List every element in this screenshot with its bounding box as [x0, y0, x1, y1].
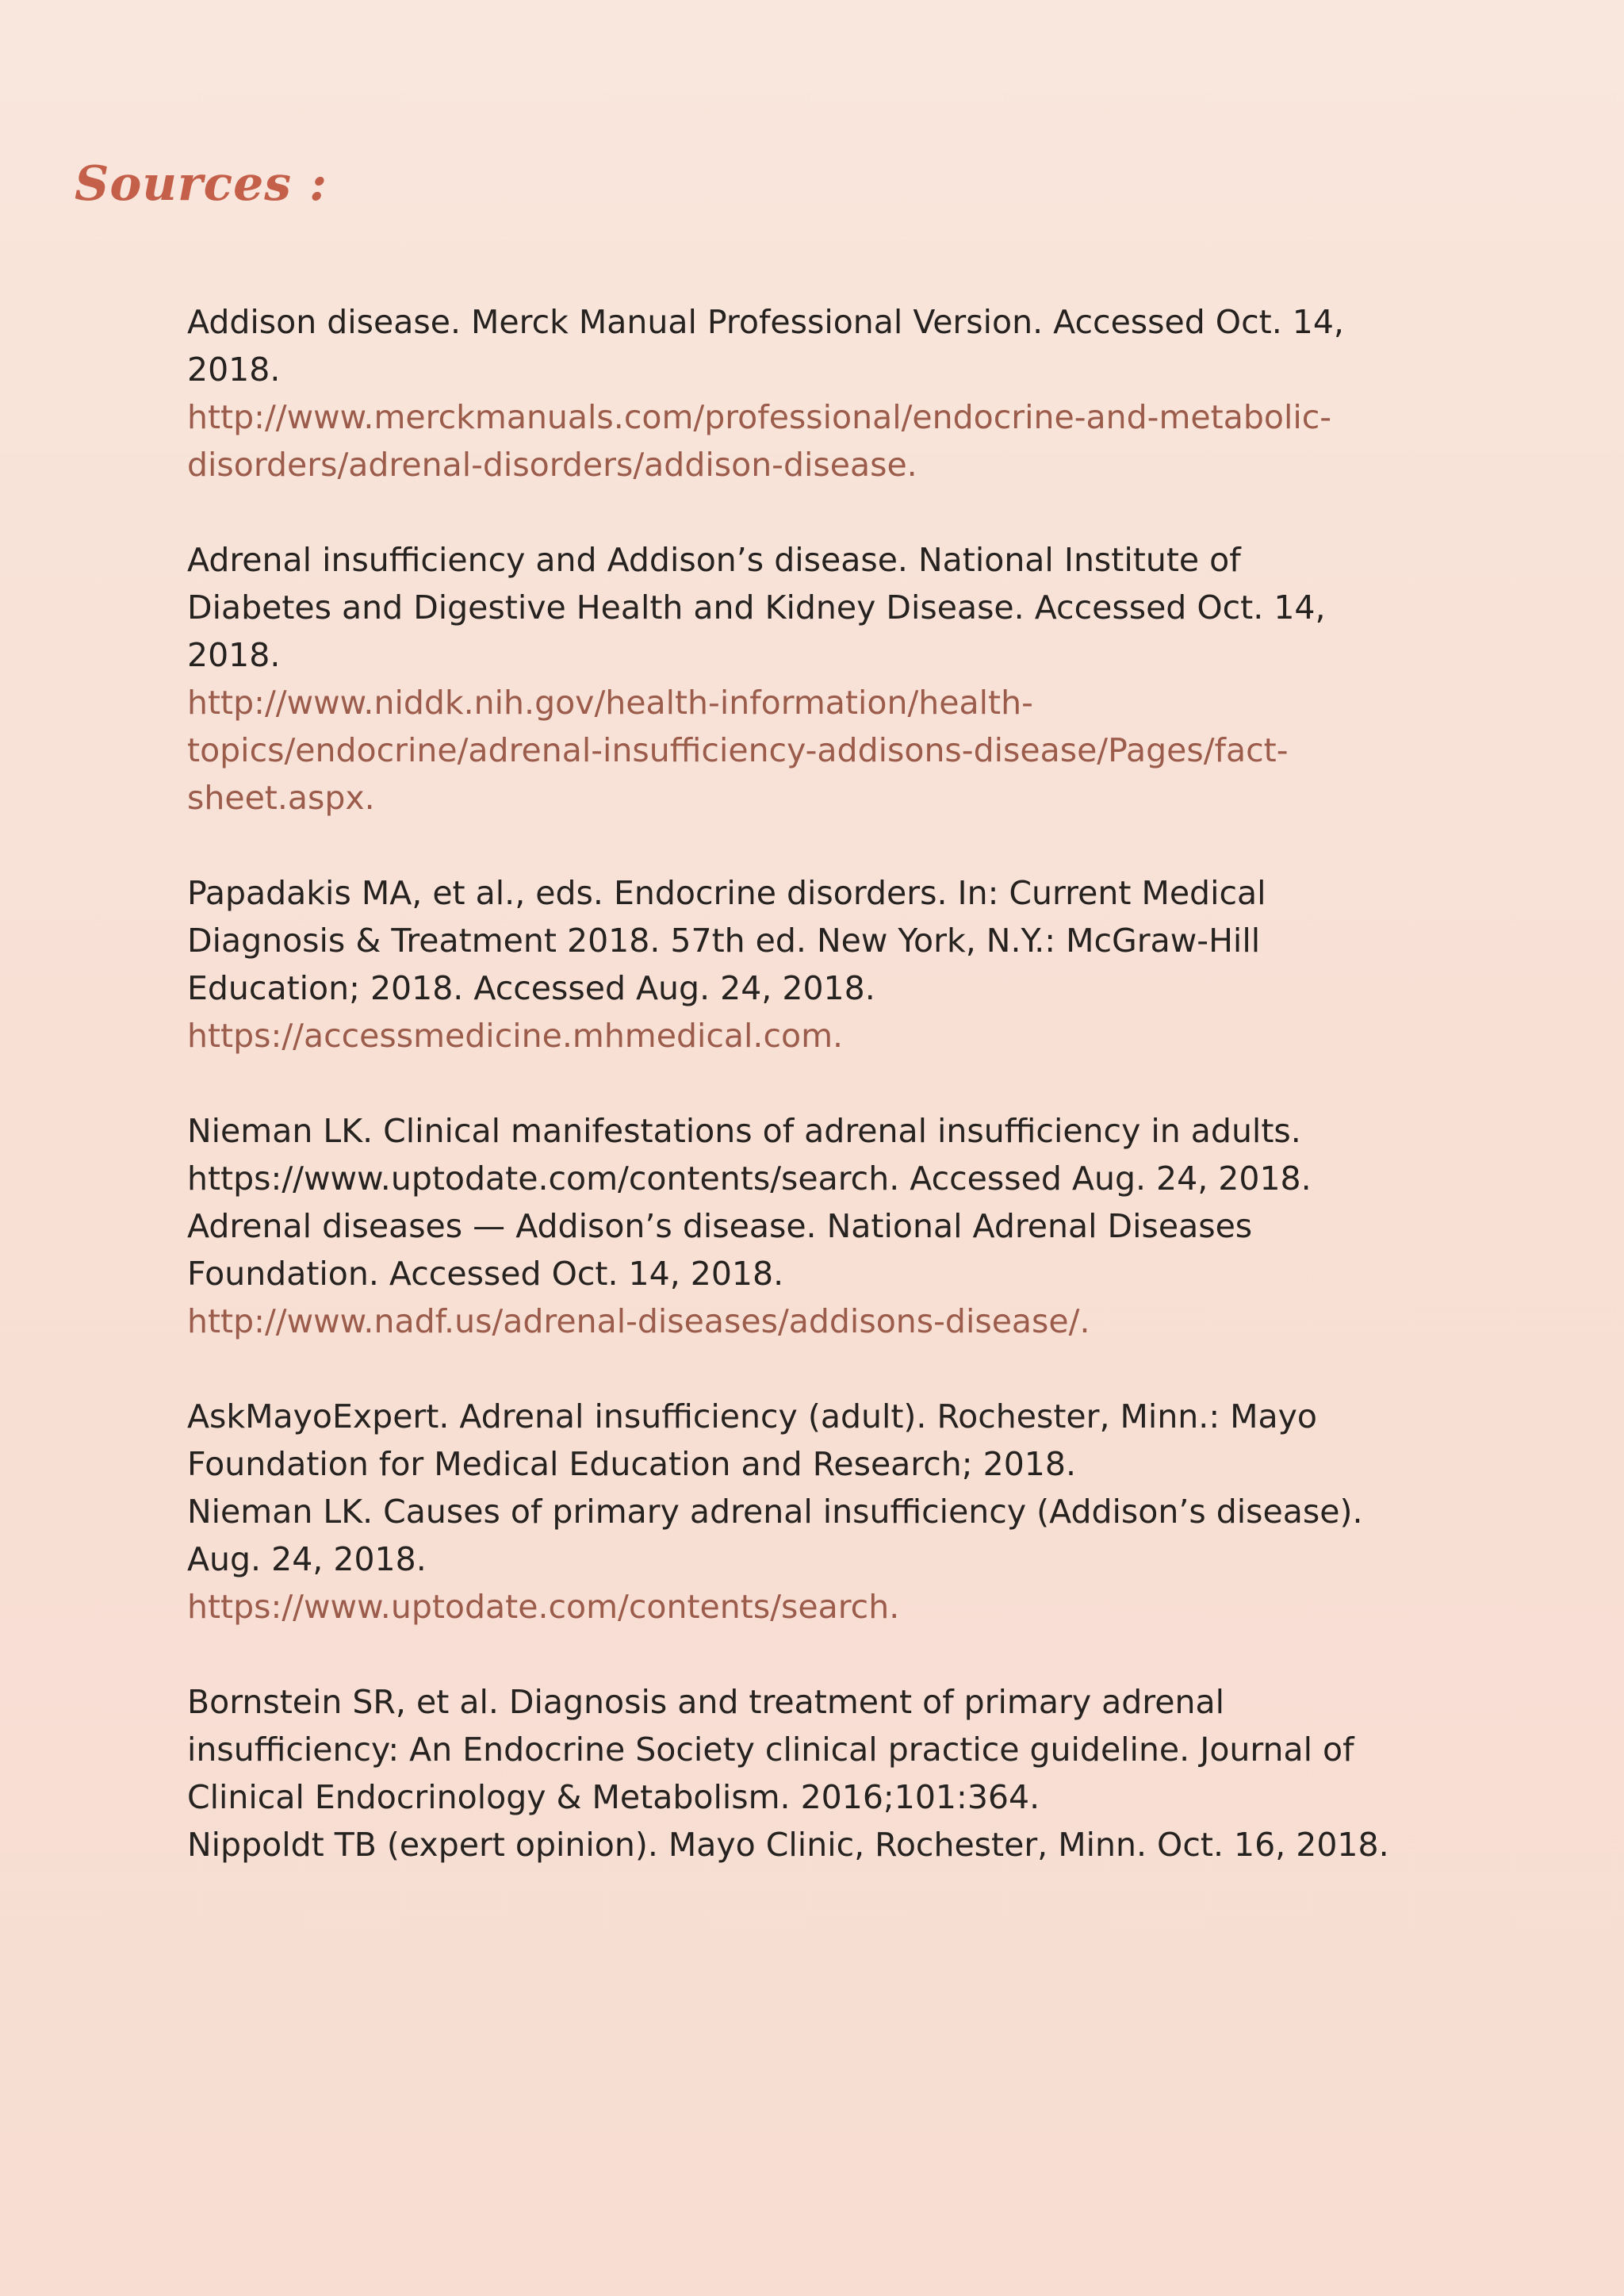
- reference-text-line: Addison disease. Merck Manual Professional Version. Accessed Oct. 14,: [187, 303, 1344, 341]
- reference-text-line: Nieman LK. Causes of primary adrenal insufficiency (Addison’s disease).: [187, 1493, 1363, 1531]
- reference-text-line: Clinical Endocrinology & Metabolism. 2016;101:364.: [187, 1778, 1040, 1816]
- reference-entry: [187, 298, 1456, 489]
- reference-text-line: insufficiency: An Endocrine Society clinical practice guideline. Journal of: [187, 1731, 1354, 1769]
- reference-text-line: 2018.: [187, 636, 281, 674]
- sources-heading: Sources :: [75, 156, 328, 212]
- reference-link-line[interactable]: http://www.niddk.nih.gov/health-information/health-: [187, 684, 1033, 722]
- reference-entry: [187, 1393, 1456, 1631]
- reference-link-line[interactable]: http://www.nadf.us/adrenal-diseases/addisons-disease/.: [187, 1302, 1090, 1340]
- reference-entry: [187, 1678, 1456, 1869]
- reference-text-line: Education; 2018. Accessed Aug. 24, 2018.: [187, 969, 875, 1007]
- reference-entry: [187, 536, 1456, 822]
- reference-link-line[interactable]: http://www.merckmanuals.com/professional/endocrine-and-metabolic-: [187, 398, 1332, 436]
- reference-link-line[interactable]: https://www.uptodate.com/contents/search.: [187, 1588, 900, 1626]
- reference-text-line: Papadakis MA, et al., eds. Endocrine disorders. In: Current Medical: [187, 874, 1266, 912]
- reference-text-line: Adrenal insufficiency and Addison’s disease. National Institute of: [187, 541, 1241, 579]
- reference-text-line: Diagnosis & Treatment 2018. 57th ed. New York, N.Y.: McGraw-Hill: [187, 922, 1261, 960]
- reference-list: [187, 298, 1456, 1916]
- reference-text-line: https://www.uptodate.com/contents/search. Accessed Aug. 24, 2018.: [187, 1159, 1312, 1198]
- reference-text-line: Nieman LK. Clinical manifestations of adrenal insufficiency in adults.: [187, 1112, 1301, 1150]
- reference-text-line: Diabetes and Digestive Health and Kidney Disease. Accessed Oct. 14,: [187, 588, 1326, 627]
- reference-text-line: Foundation for Medical Education and Research; 2018.: [187, 1445, 1077, 1483]
- reference-text-line: AskMayoExpert. Adrenal insufficiency (adult). Rochester, Minn.: Mayo: [187, 1397, 1318, 1435]
- reference-text-line: 2018.: [187, 351, 281, 389]
- reference-text-line: Aug. 24, 2018.: [187, 1540, 427, 1578]
- reference-text-line: Nippoldt TB (expert opinion). Mayo Clinic, Rochester, Minn. Oct. 16, 2018.: [187, 1826, 1389, 1864]
- reference-link-line[interactable]: disorders/adrenal-disorders/addison-disease.: [187, 446, 917, 484]
- reference-entry: [187, 1107, 1456, 1345]
- reference-link-line[interactable]: sheet.aspx.: [187, 779, 375, 817]
- reference-text-line: Foundation. Accessed Oct. 14, 2018.: [187, 1255, 784, 1293]
- reference-text-line: Bornstein SR, et al. Diagnosis and treatment of primary adrenal: [187, 1683, 1224, 1721]
- reference-link-line[interactable]: topics/endocrine/adrenal-insufficiency-addisons-disease/Pages/fact-: [187, 731, 1289, 769]
- reference-entry: [187, 869, 1456, 1060]
- reference-text-line: Adrenal diseases — Addison’s disease. National Adrenal Diseases: [187, 1207, 1253, 1245]
- reference-link-line[interactable]: https://accessmedicine.mhmedical.com.: [187, 1017, 844, 1055]
